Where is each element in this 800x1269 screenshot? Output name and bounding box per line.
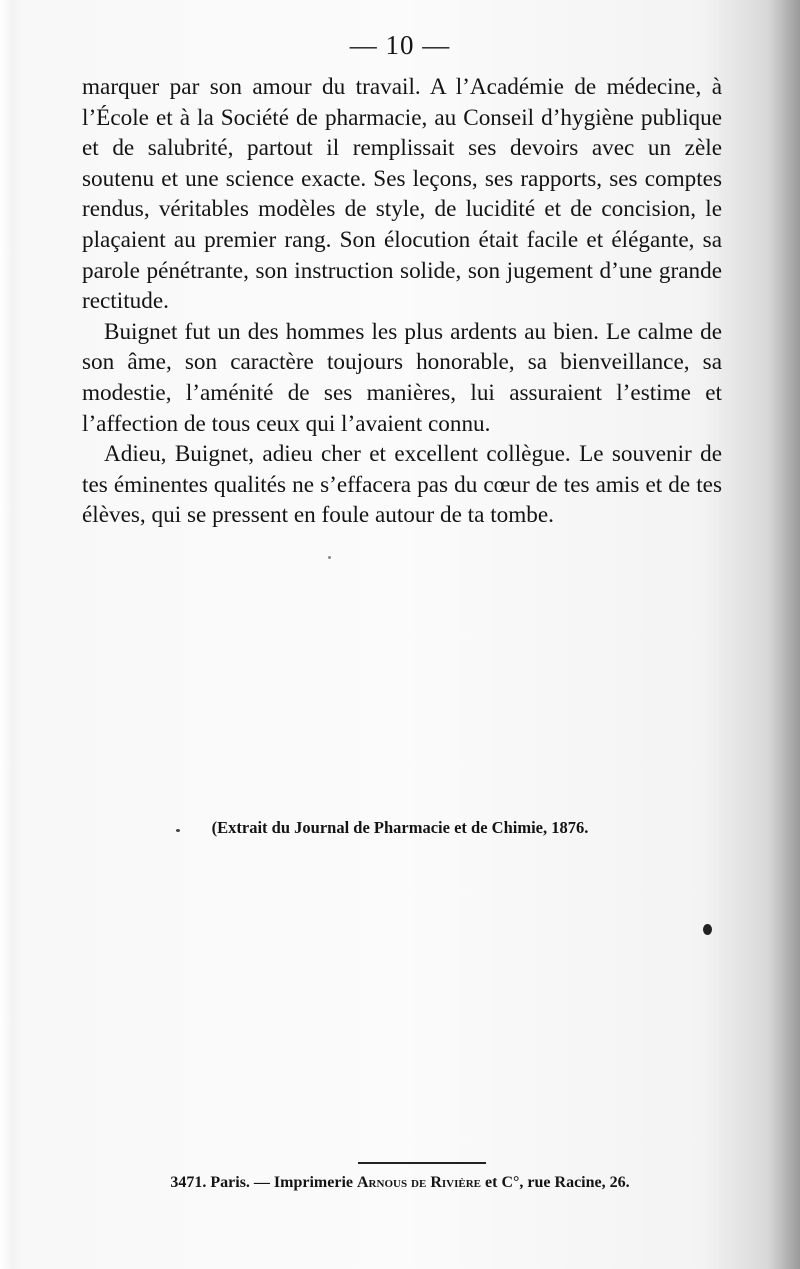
- imprint-suffix: et C°, rue Racine, 26.: [485, 1174, 630, 1191]
- ink-speck: [703, 924, 712, 935]
- ink-speck: [328, 556, 331, 559]
- page-number: — 10 —: [349, 30, 451, 60]
- paragraph-2: Buignet fut un des hommes les plus ardents au bien. Le calme de son âme, son caractère toujours honorable, sa bienveillance, sa modestie, l’aménité de ses manières, lui assuraient l’estime et l’affection de tous ceux qui l’avaient connu.: [82, 318, 722, 437]
- ink-speck: [176, 829, 180, 832]
- imprint-rule: [358, 1162, 486, 1164]
- paragraph-1: marquer par son amour du travail. A l’Académie de médecine, à l’École et à la Société de pharmacie, au Conseil d’hygiène publique et de salubrité, partout il remplissait ses devoirs avec un zèle soutenu et une science exacte. Ses leçons, ses rapports, ses comptes rendus, véritables modèles de style, de lucidité et de concision, le plaçaient au premier rang. Son élocution était facile et élégante, sa parole pénétrante, son instruction solide, son jugement d’une grande rectitude.: [82, 74, 722, 315]
- paragraph-3: Adieu, Buignet, adieu cher et excellent collègue. Le souvenir de tes éminentes qualités ne s’effacera pas du cœur de tes amis et de tes élèves, qui se pressent en foule autour de ta tombe.: [82, 441, 722, 529]
- page-edge: [0, 0, 14, 1269]
- source-footnote: (Extrait du Journal de Pharmacie et de Chimie, 1876.: [211, 818, 589, 837]
- imprint-printer: Arnous de Rivière: [357, 1174, 482, 1191]
- imprint-prefix: 3471. Paris. — Imprimerie: [170, 1174, 353, 1191]
- printer-imprint: [0, 1174, 800, 1192]
- body-text: [82, 72, 722, 531]
